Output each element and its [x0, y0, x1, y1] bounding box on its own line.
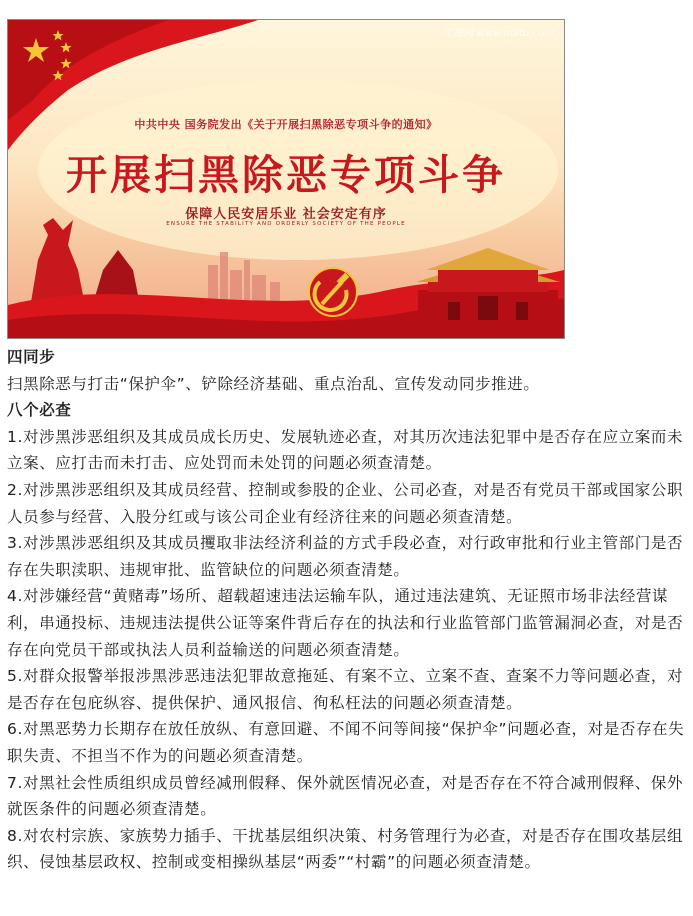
paragraph: 扫黑除恶与打击“保护伞”、铲除经济基础、重点治乱、宣传发动同步推进。 [7, 374, 540, 393]
list-item: 5.对群众报警举报涉黑涉恶违法犯罪故意拖延、有案不立、立案不查、查案不力等问题必查，对是否存在包庇纵容、提供保护、通风报信、徇私枉法的问题必须查清楚。 [7, 667, 684, 712]
list-item: 6.对黑恶势力长期存在放任放纵、有意回避、不闻不问等间接“保护伞”问题必查，对是否存在失职失责、不担当不作为的问题必须查清楚。 [7, 720, 685, 765]
banner-issuer: 中共中央 国务院发出《关于开展扫黑除恶专项斗争的通知》 [134, 118, 438, 131]
banner-headline: 开展扫黑除恶专项斗争 [66, 151, 506, 199]
section-heading: 八个必查 [7, 401, 72, 420]
tiananmen-icon [416, 248, 560, 320]
banner-slogan: 保障人民安居乐业 社会安定有序 [185, 207, 387, 222]
list-item: 7.对黑社会性质组织成员曾经减刑假释、保外就医情况必查，对是否存在不符合减刑假释、保外就医条件的问题必须查清楚。 [7, 773, 684, 819]
list-item: 8.对农村宗族、家族势力插手、干扰基层组织决策、村务管理行为必查，对是否存在围攻基层组织、侵蚀基层政权、控制或变相操纵基层“两委”“村霸”的问题必须查清楚。 [7, 826, 684, 872]
city-skyline-icon [208, 252, 280, 305]
list-item: 2.对涉黑涉恶组织及其成员经营、控制或参股的企业、公司必查，对是否有党员干部或国家公职人员参与经营、入股分红或与该公司企业有经济往来的问题必须查清楚。 [7, 480, 684, 526]
poster-banner [7, 19, 565, 339]
hammer-sickle-icon [309, 268, 357, 316]
banner-slogan-en: ENSURE THE STABILITY AND ORDERLY SOCIETY OF THE PEOPLE [166, 221, 406, 227]
watermark: 汇图网 www.huitu.com [443, 28, 554, 39]
list-item: 1.对涉黑涉恶组织及其成员成长历史、发展轨迹必查，对其历次违法犯罪中是否存在应立案而未立案、应打击而未打击、应处罚而未处罚的问题必须查清楚。 [7, 427, 684, 473]
list-item: 4.对涉嫌经营“黄赌毒”场所、超载超速违法运输车队，通过违法建筑、无证照市场非法经营谋利，串通投标、违规违法提供公证等案件背后存在的执法和行业监管部门监管漏洞必查，对是否存在向党员干部或执法人员利益输送的问题必须查清楚。 [7, 587, 684, 659]
section-heading: 四同步 [7, 348, 56, 366]
article-body [7, 344, 689, 876]
list-item: 3.对涉黑涉恶组织及其成员攫取非法经济利益的方式手段必查，对行政审批和行业主管部门是否存在失职渎职、违规审批、监管缺位的问题必须查清楚。 [7, 534, 684, 579]
